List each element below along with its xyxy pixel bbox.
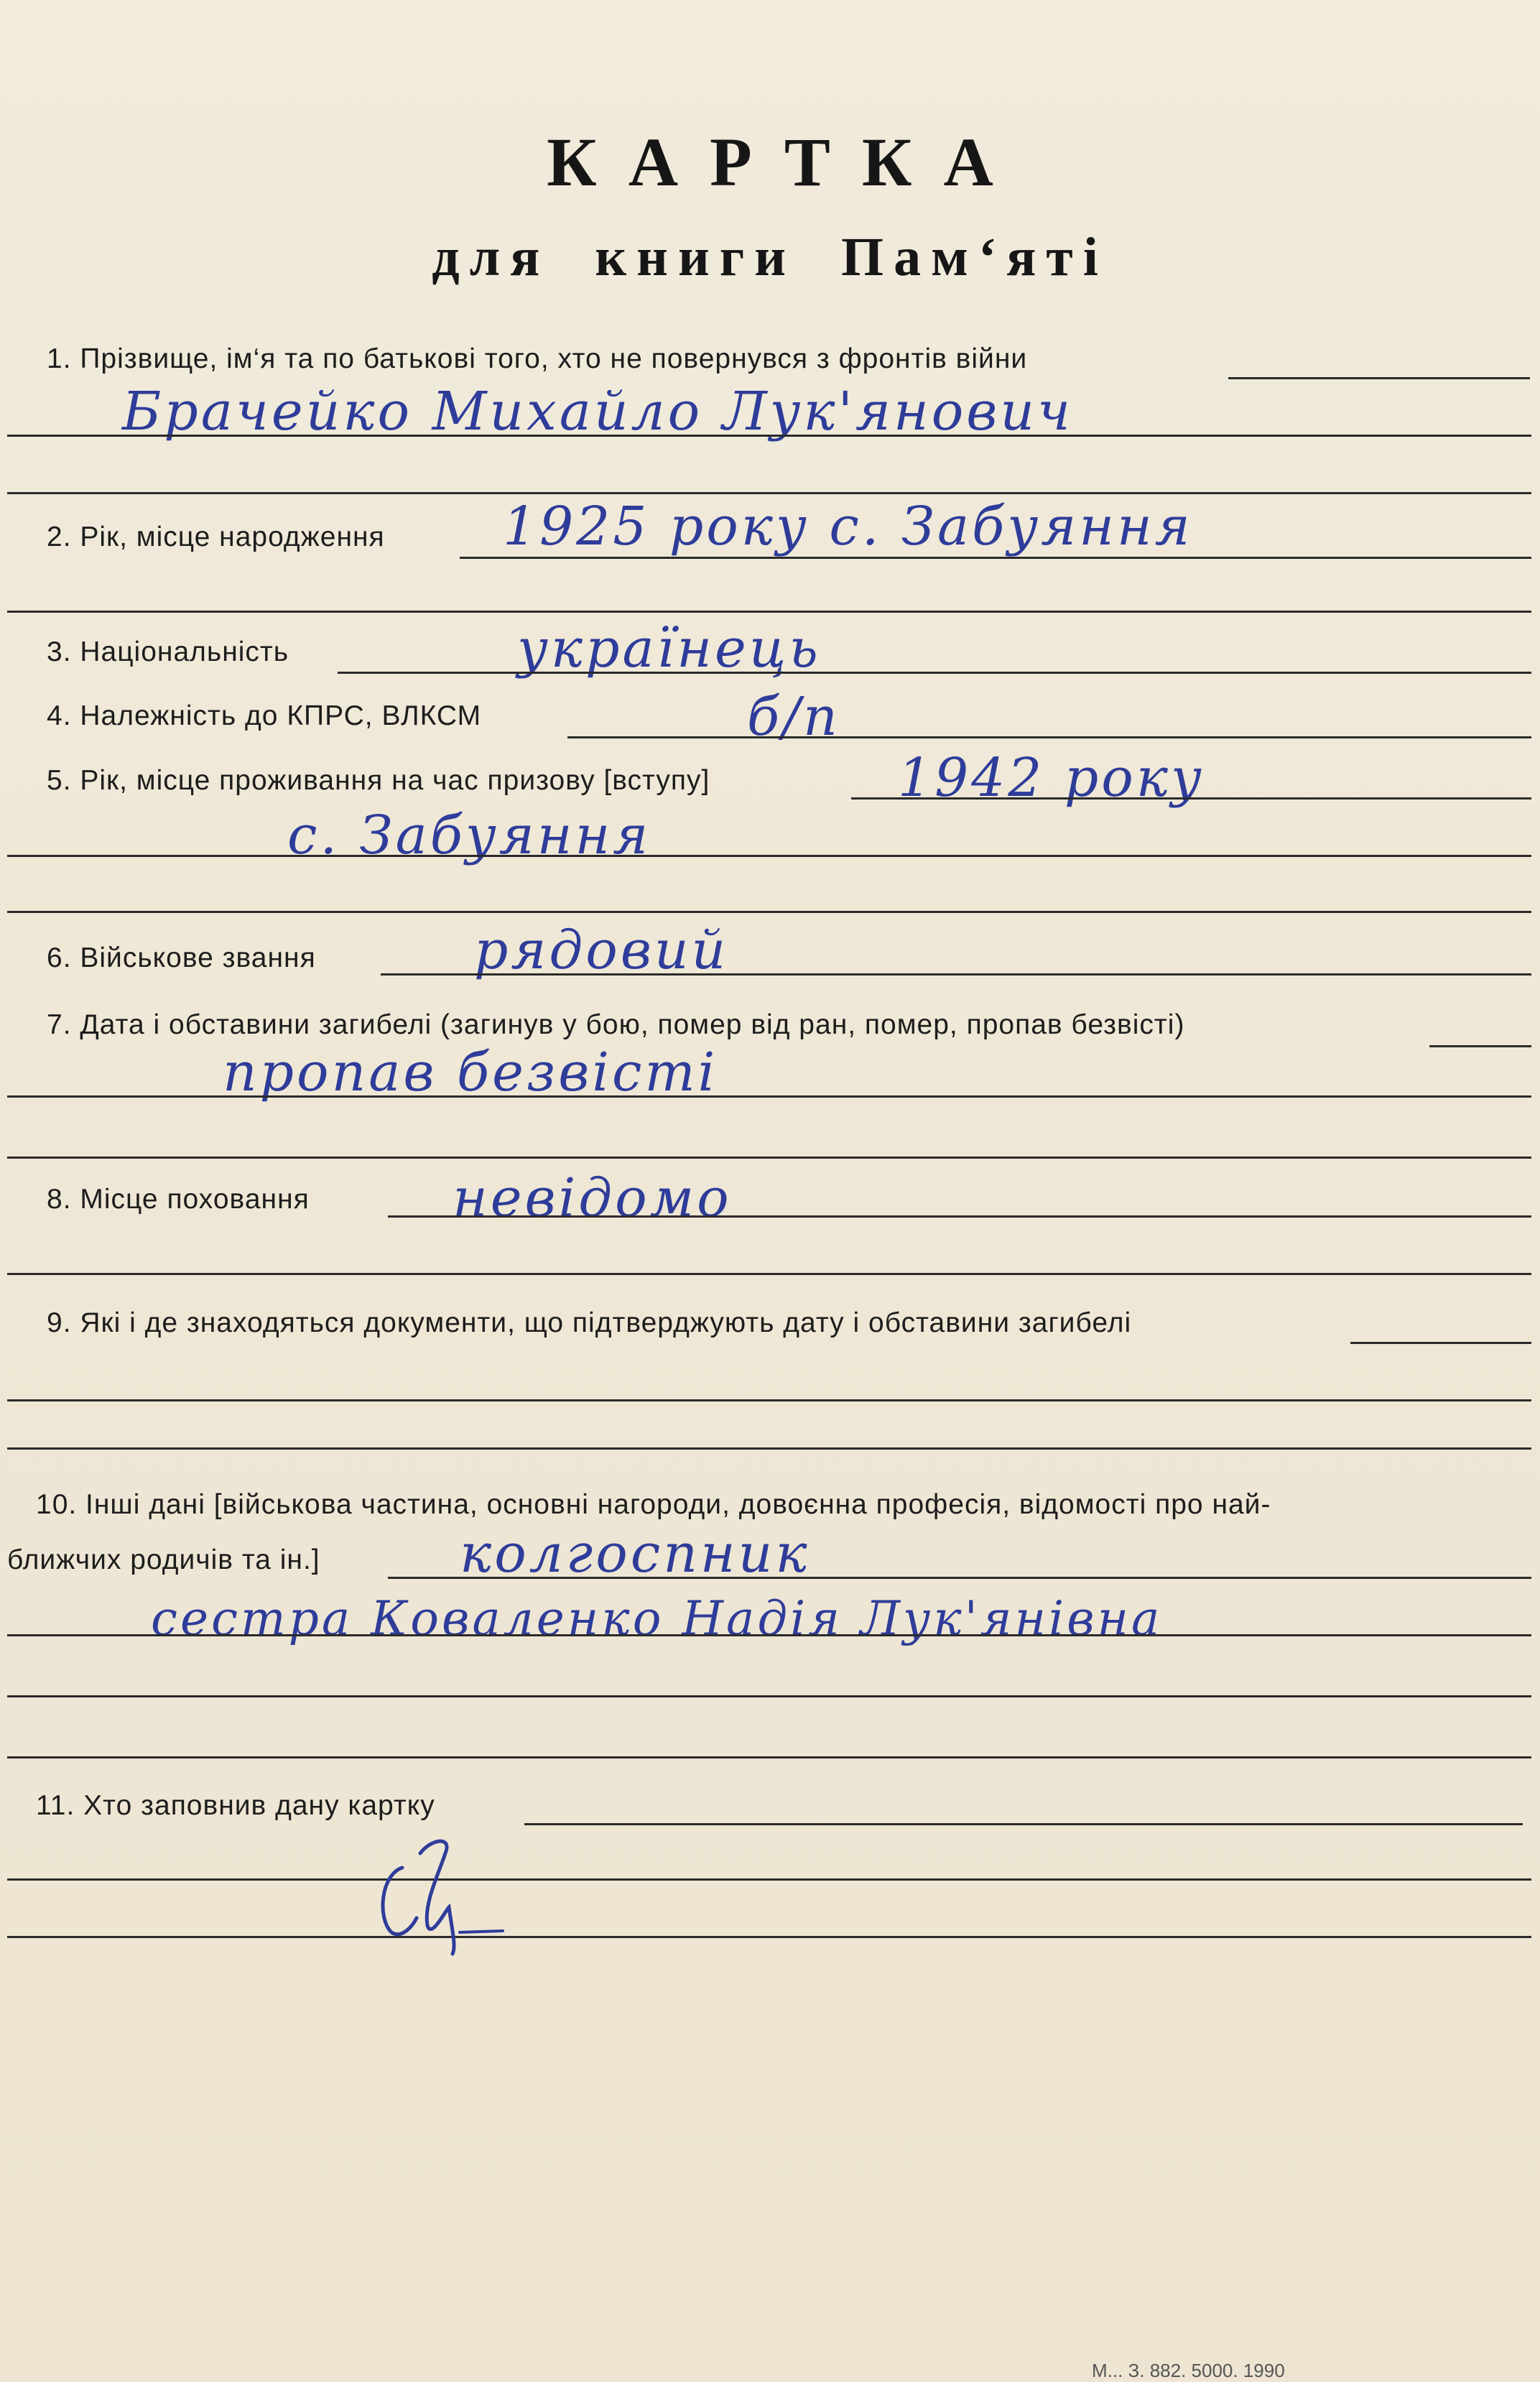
- field-3-label: 3. Національність: [47, 636, 289, 667]
- field-8-value[interactable]: невідомо: [453, 1167, 732, 1229]
- rule: [338, 672, 1531, 674]
- rule: [7, 1157, 1531, 1159]
- rule: [7, 435, 1531, 437]
- rule: [1429, 1045, 1531, 1047]
- rule: [7, 1447, 1531, 1450]
- rule: [567, 736, 1531, 738]
- rule: [7, 492, 1531, 494]
- rule: [7, 1273, 1531, 1275]
- field-8-label: 8. Місце поховання: [47, 1184, 310, 1215]
- rule: [7, 1095, 1531, 1098]
- field-9-label: 9. Які і де знаходяться документи, що підтверджують дату і обставини загибелі: [47, 1307, 1132, 1338]
- field-2-value[interactable]: 1925 року с. Забуяння: [503, 496, 1193, 557]
- rule: [460, 557, 1531, 559]
- rule: [524, 1823, 1523, 1825]
- field-11-label: 11. Хто заповнив дану картку: [36, 1790, 435, 1821]
- print-note: М... З. 882. 5000. 1990: [1092, 2360, 1285, 2381]
- field-3-value[interactable]: українець: [517, 618, 821, 680]
- rule: [381, 973, 1531, 975]
- rule: [7, 1936, 1531, 1938]
- field-7-value[interactable]: пропав безвісті: [223, 1042, 718, 1103]
- rule: [7, 1399, 1531, 1401]
- rule: [388, 1215, 1531, 1218]
- field-1-label: 1. Прізвище, ім‘я та по батькові того, хто не повернувся з фронтів війни: [47, 343, 1028, 374]
- field-6-label: 6. Військове звання: [47, 942, 316, 973]
- rule: [388, 1577, 1531, 1579]
- rule: [1350, 1342, 1531, 1344]
- field-6-value[interactable]: рядовий: [474, 919, 729, 981]
- rule: [7, 611, 1531, 613]
- field-10-value-2[interactable]: сестра Коваленко Надія Лук'янівна: [151, 1591, 1163, 1646]
- rule: [1228, 377, 1530, 379]
- rule: [7, 1756, 1531, 1758]
- field-10-label: 10. Інші дані [військова частина, основні нагороди, довоєнна професія, відомості про най-: [36, 1489, 1271, 1520]
- card-subtitle: для книги Пам‘яті: [432, 227, 1108, 287]
- rule: [851, 797, 1531, 800]
- signature: [359, 1825, 532, 1968]
- rule: [7, 911, 1531, 913]
- field-5-label: 5. Рік, місце проживання на час призову [вступу]: [47, 765, 710, 796]
- rule: [7, 1634, 1531, 1636]
- field-7-label: 7. Дата і обставини загибелі (загинув у бою, помер від ран, помер, пропав безвісті): [47, 1009, 1185, 1040]
- field-5-value[interactable]: 1942 року: [898, 747, 1205, 809]
- card-title: КАРТКА: [547, 124, 1025, 200]
- rule: [7, 1878, 1531, 1881]
- rule: [7, 855, 1531, 857]
- field-1-value[interactable]: Брачейко Михайло Лук'янович: [122, 381, 1074, 442]
- field-2-label: 2. Рік, місце народження: [47, 522, 385, 552]
- field-10-value[interactable]: колгоспник: [460, 1523, 810, 1585]
- field-4-label: 4. Належність до КПРС, ВЛКСМ: [47, 700, 482, 731]
- rule: [7, 1695, 1531, 1697]
- field-4-value[interactable]: б/п: [747, 686, 840, 748]
- field-10-label-2: ближчих родичів та ін.]: [7, 1544, 320, 1575]
- field-5-value-2[interactable]: с. Забуяння: [287, 805, 651, 866]
